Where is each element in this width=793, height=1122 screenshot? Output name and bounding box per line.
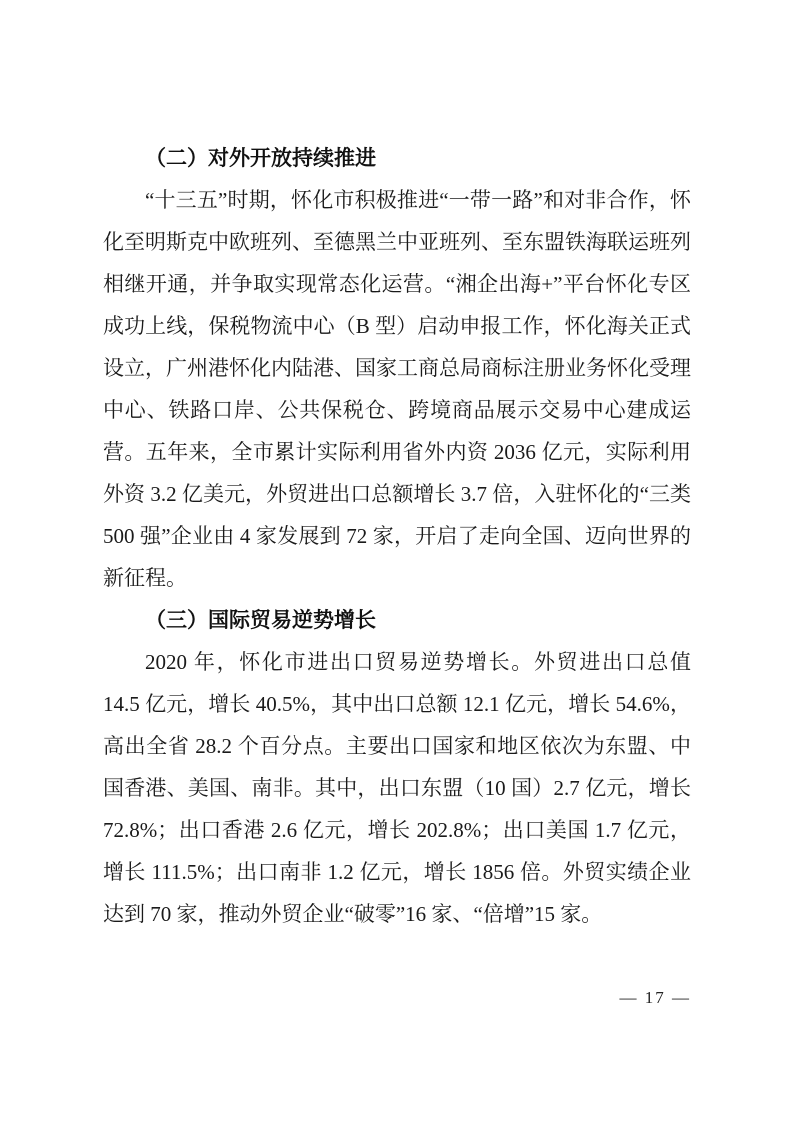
section-paragraph-3: 2020 年，怀化市进出口贸易逆势增长。外贸进出口总值 14.5 亿元，增长 40.5%，其中出口总额 12.1 亿元，增长 54.6%，高出全省 28.2 个百分点。主要出口国家和地区依次为东盟、中国香港、美国、南非。其中，出口东盟（10 国）2.7 亿元，增长 72.8%；出口香港 2.6 亿元，增长 202.8%；出口美国 1.7 亿元，增长 111.5%；出口南非 1.2 亿元，增长 1856 倍。外贸实绩企业达到 70 家，推动外贸企业“破零”16 家、“倍增”15 家。: [103, 650, 691, 926]
section-paragraph-2: “十三五”时期，怀化市积极推进“一带一路”和对非合作，怀化至明斯克中欧班列、至德黑兰中亚班列、至东盟铁海联运班列相继开通，并争取实现常态化运营。“湘企出海+”平台怀化专区成功上线，保税物流中心（B 型）启动申报工作，怀化海关正式设立，广州港怀化内陆港、国家工商总局商标注册业务怀化受理中心、铁路口岸、公共保税仓、跨境商品展示交易中心建成运营。五年来，全市累计实际利用省外内资 2036 亿元，实际利用外资 3.2 亿美元，外贸进出口总额增长 3.7 倍，入驻怀化的“三类 500 强”企业由 4 家发展到 72 家，开启了走向全国、迈向世界的新征程。: [103, 188, 691, 590]
page-number: — 17 —: [619, 988, 691, 1007]
section-heading-3: （三）国际贸易逆势增长: [145, 608, 376, 632]
page-content: [103, 137, 691, 935]
section-heading-2: （二）对外开放持续推进: [145, 146, 376, 170]
